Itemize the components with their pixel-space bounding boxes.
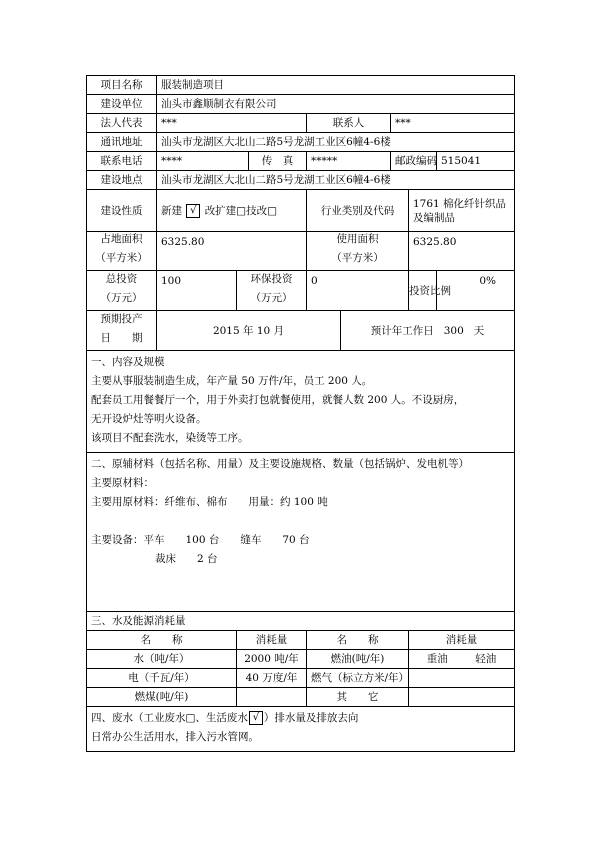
section-wastewater (87, 707, 515, 752)
env-investment-value: 0 (307, 271, 409, 311)
schedule-label (87, 311, 157, 351)
schedule-label-1: 预期投产 (100, 312, 143, 325)
legal-rep-label: 法人代表 (87, 114, 157, 133)
light-oil-label: 轻油 (475, 653, 497, 665)
work-days-value: 300 (443, 324, 464, 337)
energy-value-2 (409, 650, 515, 669)
energy-name: 电（千瓦/年） (87, 669, 237, 688)
site-label: 建设地点 (87, 171, 157, 190)
project-name-value: 服装制造项目 (157, 76, 515, 95)
row-legal-rep (87, 114, 515, 133)
phone-value: **** (157, 152, 249, 171)
nature-new-label: 新建 (161, 204, 182, 217)
energy-row (87, 650, 515, 669)
section2-materials-line: 主要用原材料：纤维布、棉布 用量：约 100 吨 (91, 496, 328, 508)
use-area-value: 6325.80 (409, 232, 515, 271)
section4-title-suffix: ）排水量及排放去向 (263, 712, 359, 724)
energy-name: 水（吨/年） (87, 650, 237, 669)
postal-value: 515041 (437, 152, 515, 171)
heavy-oil-label: 重油 (426, 653, 448, 665)
ratio-value: 0% (437, 271, 515, 311)
land-area-label-2: （平方米） (95, 252, 148, 264)
energy-name-2: 燃气（标立方米/年） (307, 669, 409, 688)
construction-unit-label: 建设单位 (87, 95, 157, 114)
section-materials (87, 453, 515, 612)
industry-label: 行业类别及代码 (307, 190, 409, 232)
total-investment-label-2: （万元） (100, 291, 143, 304)
ratio-label: 投资比例 (409, 271, 437, 311)
project-info-table (86, 75, 515, 752)
row-address (87, 133, 515, 152)
energy-value: 40 万度/年 (237, 669, 307, 688)
work-days (341, 311, 515, 351)
work-days-unit: 天 (473, 324, 485, 337)
energy-name-2: 其 它 (307, 688, 409, 707)
section1-line-1: 主要从事服装制造生成，年产量 50 万件/年，员工 200 人。 (91, 375, 373, 387)
schedule-label-2: 日 期 (100, 331, 143, 344)
nature-options (157, 190, 307, 232)
nature-new-checkbox[interactable]: √ (186, 204, 200, 218)
schedule-date: 2015 年 10 月 (157, 311, 341, 351)
phone-label: 联系电话 (87, 152, 157, 171)
address-value: 汕头市龙湖区大北山二路5号龙湖工业区6幢4-6楼 (157, 133, 515, 152)
env-investment-label-1: 环保投资 (250, 272, 293, 285)
row-phone (87, 152, 515, 171)
row-schedule (87, 311, 515, 351)
row-investment (87, 271, 515, 311)
section2-title: 二、原辅材料（包括名称、用量）及主要设施规格、数量（包括锅炉、发电机等） (91, 458, 469, 470)
environmental-form (86, 75, 514, 752)
energy-header-row (87, 631, 515, 650)
row-area (87, 232, 515, 271)
energy-header-name-2: 名 称 (307, 631, 409, 650)
row-site (87, 171, 515, 190)
section1-line-2: 配套员工用餐餐厅一个，用于外卖打包就餐使用，就餐人数 200 人。不设厨房， (91, 394, 465, 406)
energy-value (237, 688, 307, 707)
section1-line-4: 该项目不配套洗水，染烫等工序。 (91, 432, 249, 444)
address-label: 通讯地址 (87, 133, 157, 152)
nature-other-options: 改扩建□技改□ (204, 204, 278, 217)
section2-equipment-line-2: 裁床 2 台 (155, 553, 218, 565)
energy-name: 燃煤(吨/年) (87, 688, 237, 707)
fax-label: 传 真 (249, 152, 307, 171)
row-construction-unit (87, 95, 515, 114)
section4-title-prefix: 四、废水（工业废水□、生活废水 (91, 712, 248, 724)
total-investment-label (87, 271, 157, 311)
land-area-label (87, 232, 157, 271)
land-area-label-1: 占地面积 (100, 233, 143, 245)
legal-rep-value: *** (157, 114, 307, 133)
project-name-label: 项目名称 (87, 76, 157, 95)
total-investment-label-1: 总投资 (105, 272, 138, 285)
contact-label: 联系人 (307, 114, 391, 133)
postal-label: 邮政编码 (391, 152, 437, 171)
land-area-value: 6325.80 (157, 232, 307, 271)
contact-value: *** (391, 114, 515, 133)
energy-row (87, 669, 515, 688)
use-area-label-2: （平方米） (331, 252, 384, 264)
use-area-label (307, 232, 409, 271)
energy-name-2: 燃油(吨/年) (307, 650, 409, 669)
work-days-label: 预计年工作日 (370, 324, 434, 337)
total-investment-value: 100 (157, 271, 237, 311)
energy-header-consumption-2: 消耗量 (409, 631, 515, 650)
industry-value: 1761 棉化纤针织品及编制品 (409, 190, 515, 232)
fax-value: ***** (307, 152, 391, 171)
section3-title: 三、水及能源消耗量 (87, 612, 515, 631)
energy-row (87, 688, 515, 707)
section2-equipment-line: 主要设备：平车 100 台 缝车 70 台 (91, 534, 310, 546)
construction-unit-value: 汕头市鑫顺制衣有限公司 (157, 95, 515, 114)
section-content-scale (87, 351, 515, 453)
section1-line-3: 无开设炉灶等明火设备。 (91, 413, 207, 425)
row-project-name (87, 76, 515, 95)
energy-header-name-1: 名 称 (87, 631, 237, 650)
section1-title: 一、内容及规模 (91, 356, 165, 368)
section-energy-title-row (87, 612, 515, 631)
energy-value: 2000 吨/年 (237, 650, 307, 669)
energy-header-consumption-1: 消耗量 (237, 631, 307, 650)
nature-label: 建设性质 (87, 190, 157, 232)
domestic-wastewater-checkbox[interactable]: √ (249, 711, 263, 725)
use-area-label-1: 使用面积 (336, 233, 379, 245)
section4-line: 日常办公生活用水，排入污水管网。 (91, 731, 259, 743)
site-value: 汕头市龙湖区大北山二路5号龙湖工业区6幢4-6楼 (157, 171, 515, 190)
section4-title (91, 709, 510, 728)
env-investment-label (237, 271, 307, 311)
energy-value-2 (409, 688, 515, 707)
env-investment-label-2: （万元） (250, 291, 293, 304)
section2-materials-heading: 主要原材料： (91, 477, 154, 489)
row-nature (87, 190, 515, 232)
energy-value-2 (409, 669, 515, 688)
